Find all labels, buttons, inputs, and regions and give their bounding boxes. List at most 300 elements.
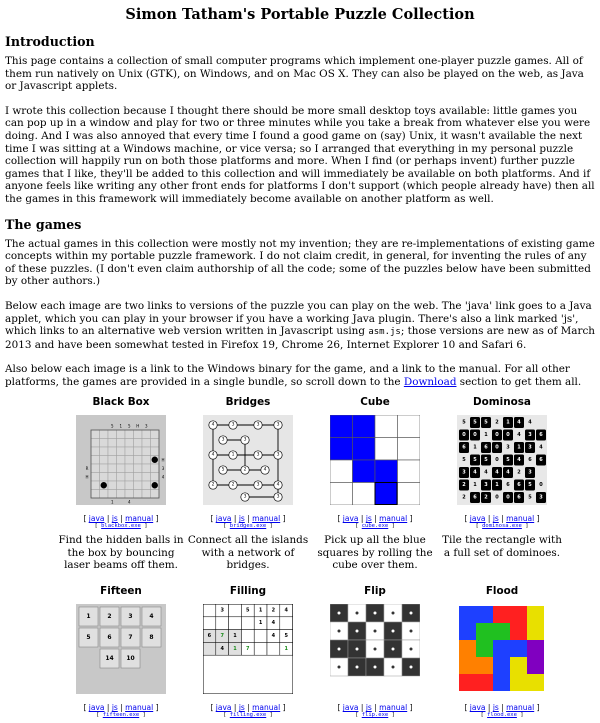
manual-link[interactable]: manual <box>506 703 535 713</box>
flood-cell <box>527 674 544 691</box>
grid-square <box>100 456 109 465</box>
puzzle-label: 4 <box>495 469 499 476</box>
java-link[interactable]: java <box>88 703 105 713</box>
puzzle-label: 4 <box>517 432 521 439</box>
manual-link[interactable]: manual <box>379 514 408 524</box>
puzzle-label: 1 <box>233 645 237 652</box>
separator: | <box>120 703 123 713</box>
square-marker <box>338 648 341 651</box>
puzzle-label: 5 <box>462 419 466 426</box>
js-link[interactable]: js <box>365 514 372 524</box>
bracket-close: ] <box>282 703 286 713</box>
separator: | <box>501 514 504 524</box>
exe-links: [ cube.exe ] <box>355 523 395 530</box>
puzzle-screenshot[interactable] <box>457 415 547 505</box>
windows-binary-link[interactable]: filling.exe <box>229 712 267 719</box>
puzzle-screenshot[interactable] <box>76 604 166 694</box>
game-title[interactable]: Fifteen <box>100 585 142 598</box>
puzzle-label: 6 <box>539 432 543 439</box>
puzzle-label: 2 <box>243 467 247 473</box>
p3-text-a: Also below each image is a link to the Windows binary for the game, and a link to the manual. For all other platforms, the games are provided in a single bundle, so scroll down to the <box>5 363 570 388</box>
flood-cell <box>510 674 527 691</box>
tile-number: 7 <box>128 634 133 642</box>
grid-square <box>91 473 100 482</box>
square-marker <box>374 630 377 633</box>
puzzle-label: 3 <box>484 482 488 489</box>
separator: | <box>360 514 364 524</box>
grid-square <box>241 630 254 643</box>
square-marker <box>392 648 395 651</box>
separator: | <box>487 703 491 713</box>
puzzle-screenshot[interactable] <box>203 415 293 505</box>
puzzle-label: 3 <box>462 469 466 476</box>
puzzle-label: 3 <box>256 482 260 488</box>
game-cell-black-box <box>58 396 184 571</box>
grid-square <box>142 464 151 473</box>
grid-square <box>117 456 126 465</box>
puzzle-label: 5 <box>284 633 288 640</box>
separator: | <box>374 514 377 524</box>
puzzle-label: 1 <box>258 607 263 614</box>
js-link[interactable]: js <box>238 514 245 524</box>
blue-square <box>353 415 376 438</box>
js-link[interactable]: js <box>492 514 499 524</box>
game-cell-filling <box>185 571 311 723</box>
puzzle-label: 1 <box>473 444 477 451</box>
windows-binary-link[interactable]: cube.exe <box>361 523 389 530</box>
puzzle-label: 1 <box>506 419 510 426</box>
windows-binary-link[interactable]: dominosa.exe <box>482 523 522 530</box>
java-link[interactable]: java <box>215 703 232 713</box>
tile-number: 4 <box>149 613 154 621</box>
grid-square <box>151 473 160 482</box>
grid-square <box>151 439 160 448</box>
blue-square <box>353 438 376 461</box>
flood-cell <box>459 606 476 623</box>
bracket-close: ] <box>155 514 159 524</box>
flood-cell <box>493 623 510 640</box>
puzzle-label: 2 <box>271 607 276 614</box>
js-link[interactable]: js <box>111 703 118 713</box>
blue-square <box>353 460 376 483</box>
flood-cell <box>510 606 527 623</box>
tile-number: 6 <box>107 634 112 642</box>
exe-links: [ fifteen.exe ] <box>96 712 146 719</box>
grid-square <box>125 439 134 448</box>
puzzle-label: 1 <box>484 432 488 439</box>
grid-square <box>134 447 143 456</box>
grid-square <box>254 642 267 655</box>
java-link[interactable]: java <box>88 514 105 524</box>
grid-square <box>108 473 117 482</box>
grid-square <box>134 430 143 439</box>
grid-square <box>100 430 109 439</box>
bracket-open: [ <box>337 514 341 524</box>
puzzle-label: 4 <box>517 457 521 464</box>
grid-square <box>91 456 100 465</box>
puzzle-screenshot[interactable] <box>76 415 166 505</box>
puzzle-label: 2 <box>517 469 521 476</box>
games-paragraph-3 <box>5 363 595 388</box>
puzzle-label: 4 <box>539 444 543 451</box>
grid-square <box>108 456 117 465</box>
games-paragraph-2 <box>5 300 595 351</box>
game-cell-bridges <box>185 396 311 571</box>
game-links <box>312 514 438 523</box>
manual-link[interactable]: manual <box>252 514 281 524</box>
separator: | <box>120 514 123 524</box>
game-cell-dominosa <box>439 396 565 571</box>
windows-binary-link[interactable]: bridges.exe <box>229 523 267 530</box>
windows-binary-link[interactable]: flip.exe <box>361 712 389 719</box>
tile-number: 1 <box>86 613 91 621</box>
java-link[interactable]: java <box>215 514 232 524</box>
puzzle-label: 5 <box>110 423 114 429</box>
flood-cell <box>459 657 476 674</box>
manual-link[interactable]: manual <box>252 703 281 713</box>
grid-square <box>151 430 160 439</box>
puzzle-label: 3 <box>144 423 148 429</box>
puzzle-label: 4 <box>271 620 276 627</box>
puzzle-label: 3 <box>231 422 235 428</box>
puzzle-label: 6 <box>528 457 532 464</box>
puzzle-screenshot[interactable] <box>457 604 547 694</box>
grid-square <box>91 430 100 439</box>
grid-square <box>125 456 134 465</box>
grid-square <box>254 630 267 643</box>
puzzle-label: 3 <box>220 607 224 614</box>
puzzle-label: 0 <box>495 494 499 501</box>
puzzle-label: 4 <box>284 607 288 614</box>
tile-number: 3 <box>128 613 133 621</box>
grid-square <box>91 481 100 490</box>
square-marker <box>374 612 377 615</box>
puzzle-label: 2 <box>231 482 235 488</box>
grid-square <box>125 481 134 490</box>
manual-link[interactable]: manual <box>125 703 154 713</box>
grid-square <box>117 473 126 482</box>
puzzle-label: 3 <box>256 422 260 428</box>
js-link[interactable]: js <box>238 703 245 713</box>
bracket-open: [ <box>83 514 87 524</box>
separator: | <box>360 703 364 713</box>
game-title[interactable]: Cube <box>360 396 390 409</box>
puzzle-label: 5 <box>484 457 488 464</box>
separator: | <box>374 703 377 713</box>
grid-square <box>229 617 242 630</box>
flood-cell <box>510 623 527 640</box>
square-marker <box>374 648 377 651</box>
flood-cell <box>459 640 476 657</box>
windows-binary-link[interactable]: blackbox.exe <box>101 523 141 530</box>
flood-cell <box>476 657 493 674</box>
puzzle-label: 6 <box>517 494 521 501</box>
square-marker <box>392 630 395 633</box>
grid-square <box>117 447 126 456</box>
bracket-close: ] <box>409 703 413 713</box>
puzzle-label: 4 <box>211 452 215 458</box>
square-marker <box>410 612 413 615</box>
game-title[interactable]: Flip <box>364 585 386 598</box>
windows-binary-link[interactable]: fifteen.exe <box>102 712 140 719</box>
grid-square <box>142 490 151 499</box>
js-link[interactable]: js <box>365 703 372 713</box>
flood-cell <box>527 640 544 657</box>
puzzle-label: 3 <box>256 452 260 458</box>
puzzle-label: 3 <box>243 494 247 500</box>
game-links <box>58 514 184 523</box>
bracket-close: ] <box>409 514 413 524</box>
puzzle-label: 4 <box>127 499 131 505</box>
flood-cell <box>527 623 544 640</box>
grid-square <box>108 430 117 439</box>
puzzle-label: 2 <box>462 494 466 501</box>
grid-square <box>117 490 126 499</box>
grid-square <box>151 447 160 456</box>
grid-square <box>241 617 254 630</box>
grid-square <box>134 490 143 499</box>
separator: | <box>233 703 237 713</box>
game-cell-flip <box>312 571 438 723</box>
grid-square <box>108 481 117 490</box>
puzzle-screenshot[interactable] <box>203 604 293 694</box>
java-link[interactable]: java <box>342 703 359 713</box>
download-link[interactable]: Download <box>403 375 457 388</box>
java-link[interactable]: java <box>469 703 486 713</box>
grid-square <box>100 439 109 448</box>
game-cell-fifteen <box>58 571 184 723</box>
game-description: Pick up all the blue squares by rolling the cube over them. <box>317 534 433 571</box>
grid-square <box>142 456 151 465</box>
puzzle-label: 6 <box>462 444 466 451</box>
square-marker <box>410 630 413 633</box>
square-marker <box>410 666 413 669</box>
puzzle-label: 0 <box>495 432 499 439</box>
blue-square <box>330 415 353 438</box>
manual-link[interactable]: manual <box>506 514 535 524</box>
puzzle-label: 2 <box>484 494 488 501</box>
grid-square <box>142 473 151 482</box>
puzzle-label: 6 <box>484 444 488 451</box>
windows-binary-link[interactable]: flood.exe <box>487 712 517 719</box>
bracket-open: [ <box>210 514 214 524</box>
puzzle-label: 2 <box>211 482 215 488</box>
exe-links: [ filling.exe ] <box>223 712 273 719</box>
puzzle-label: 5 <box>462 457 466 464</box>
puzzle-label: 5 <box>246 607 250 614</box>
square-marker <box>338 630 341 633</box>
manual-link[interactable]: manual <box>379 703 408 713</box>
game-links <box>58 703 184 712</box>
grid-square <box>117 430 126 439</box>
exe-links: [ bridges.exe ] <box>223 523 273 530</box>
square-marker <box>374 666 377 669</box>
puzzle-label: 3 <box>506 444 510 451</box>
puzzle-label: 3 <box>276 494 280 500</box>
grid-square <box>267 642 280 655</box>
separator: | <box>501 703 504 713</box>
puzzle-label: 3 <box>221 437 225 443</box>
grid-square <box>100 490 109 499</box>
grid-square <box>91 439 100 448</box>
puzzle-label: 2 <box>495 419 499 426</box>
puzzle-label: 1 <box>284 645 288 652</box>
grid-square <box>375 415 398 438</box>
puzzle-label: H <box>136 423 140 429</box>
game-description: Connect all the islands with a network of bridges. <box>187 534 309 571</box>
grid-square <box>142 481 151 490</box>
puzzle-label: 3 <box>539 494 543 501</box>
game-links <box>185 703 311 712</box>
square-marker <box>356 666 359 669</box>
puzzle-label: 3 <box>528 432 532 439</box>
java-link[interactable]: java <box>469 514 486 524</box>
game-title[interactable]: Black Box <box>92 396 150 409</box>
bracket-open: [ <box>83 703 87 713</box>
square-marker <box>338 666 341 669</box>
puzzle-label: 5 <box>221 467 225 473</box>
grid-square <box>134 473 143 482</box>
puzzle-label: 5 <box>473 457 477 464</box>
puzzle-label: 6 <box>207 633 212 640</box>
bracket-open: [ <box>464 703 468 713</box>
puzzle-label: 4 <box>211 422 215 428</box>
puzzle-label: 0 <box>539 482 543 489</box>
flood-cell <box>476 606 493 623</box>
game-title[interactable]: Dominosa <box>473 396 531 409</box>
puzzle-label: 4 <box>161 474 165 480</box>
puzzle-label: 1 <box>231 452 235 458</box>
p3-text-b: section to get them all. <box>456 375 582 388</box>
puzzle-label: 4 <box>484 469 488 476</box>
game-links <box>439 703 565 712</box>
grid-square <box>100 447 109 456</box>
puzzle-label: 0 <box>495 457 499 464</box>
separator: | <box>487 514 491 524</box>
grid-square <box>203 604 216 617</box>
game-title[interactable]: Filling <box>229 585 267 598</box>
puzzle-label: 5 <box>127 423 131 429</box>
puzzle-label: 4 <box>506 469 510 476</box>
grid-square <box>125 464 134 473</box>
flood-cell <box>527 657 544 674</box>
puzzle-label: 4 <box>271 633 276 640</box>
flood-cell <box>510 640 527 657</box>
blue-square <box>330 438 353 461</box>
js-link[interactable]: js <box>492 703 499 713</box>
bracket-open: [ <box>210 703 214 713</box>
puzzle-label: 1 <box>473 482 477 489</box>
games-grid <box>58 396 595 723</box>
games-heading: The games <box>5 216 82 232</box>
flood-cell <box>476 674 493 691</box>
java-link[interactable]: java <box>342 514 359 524</box>
puzzle-label: 6 <box>517 482 521 489</box>
game-title[interactable]: Flood <box>485 585 519 598</box>
grid-square <box>125 490 134 499</box>
asmjs-code: asm.js <box>368 327 401 338</box>
grid-square <box>353 483 376 506</box>
puzzle-label: 4 <box>528 419 532 426</box>
manual-link[interactable]: manual <box>125 514 154 524</box>
puzzle-label: 5 <box>528 482 532 489</box>
flood-cell <box>476 623 493 640</box>
puzzle-label: 4 <box>473 469 477 476</box>
puzzle-label: 6 <box>506 482 510 489</box>
separator: | <box>247 514 250 524</box>
grid-square <box>117 464 126 473</box>
flood-cell <box>459 623 476 640</box>
square-marker <box>356 648 359 651</box>
grid-square <box>142 447 151 456</box>
puzzle-label: 3 <box>276 452 280 458</box>
square-marker <box>338 612 341 615</box>
puzzle-label: 4 <box>220 645 224 652</box>
js-link[interactable]: js <box>111 514 118 524</box>
blue-square <box>375 483 398 506</box>
grid-square <box>91 447 100 456</box>
puzzle-screenshot[interactable] <box>330 604 420 694</box>
grid-square <box>117 481 126 490</box>
tile-number: 5 <box>86 634 91 642</box>
puzzle-label: 5 <box>484 419 488 426</box>
puzzle-label: 4 <box>263 467 267 473</box>
grid-square <box>398 460 421 483</box>
grid-square <box>125 447 134 456</box>
grid-square <box>108 439 117 448</box>
grid-square <box>125 430 134 439</box>
puzzle-label: 1 <box>258 620 263 627</box>
flood-cell <box>527 606 544 623</box>
puzzle-label: 1 <box>119 423 123 429</box>
puzzle-label: 3 <box>161 466 165 472</box>
game-links <box>185 514 311 523</box>
grid-square <box>330 483 353 506</box>
game-description: Find the hidden balls in the box by bouncing laser beams off them. <box>58 534 184 571</box>
grid-square <box>134 464 143 473</box>
puzzle-label: H <box>85 474 89 480</box>
intro-paragraph-1: This page contains a collection of small computer programs which implement one-player puzzle games. All of them run natively on Unix (GTK), on Windows, and on Mac OS X. They can also be played on the web, as Java or Javascript applets. <box>5 55 584 93</box>
p2-text-a: Below each image are two links to versions of the puzzle you can play on the web. The 'java' link goes to a Java applet, which you can play in your browser if you have a working Java plugin. There's also a link marked 'js', which links to an alternative web version written in Javascript using <box>5 299 592 338</box>
flood-cell <box>493 640 510 657</box>
intro-heading: Introduction <box>5 34 95 49</box>
puzzle-label: 3 <box>243 437 247 443</box>
flood-cell <box>510 657 527 674</box>
puzzle-label: 0 <box>462 432 466 439</box>
game-cell-cube <box>312 396 438 571</box>
bracket-close: ] <box>155 703 159 713</box>
bracket-open: [ <box>464 514 468 524</box>
grid-square <box>91 490 100 499</box>
bracket-close: ] <box>536 514 540 524</box>
grid-square <box>134 439 143 448</box>
flood-cell <box>476 640 493 657</box>
game-title[interactable]: Bridges <box>225 396 271 409</box>
grid-square <box>108 447 117 456</box>
puzzle-label: 1 <box>110 499 114 505</box>
puzzle-label: 6 <box>473 494 477 501</box>
grid-square <box>151 490 160 499</box>
puzzle-screenshot[interactable] <box>330 415 420 505</box>
tile-number: 8 <box>149 634 154 642</box>
puzzle-label: 5 <box>473 419 477 426</box>
puzzle-label: 4 <box>517 419 521 426</box>
square-marker <box>356 612 359 615</box>
grid-square <box>100 464 109 473</box>
puzzle-label: 4 <box>276 482 280 488</box>
puzzle-label: R <box>85 466 89 472</box>
puzzle-label: 7 <box>220 633 224 640</box>
